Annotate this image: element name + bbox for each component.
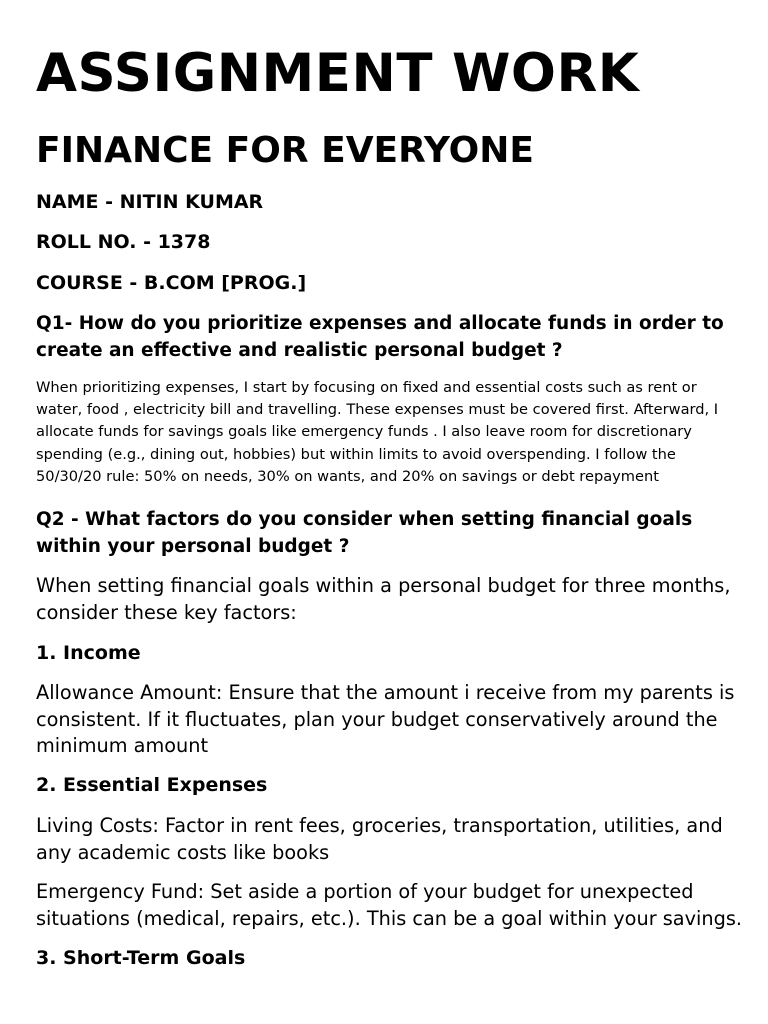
student-name: NAME - NITIN KUMAR bbox=[36, 191, 264, 213]
answer-1: When prioritizing expenses, I start by focusing on fixed and essential costs such as rent or water, food , electricity bill and travelling. These expenses must be covered first. Afterward, I allocate funds for savings goals like emergency funds . I also leave room for discretionary spending (e.g., dining out, hobbies) but within limits to avoid overspending. I follow the 50/30/20 rule: 50% on needs, 30% on wants, and 20% on savings or debt repayment bbox=[36, 379, 719, 485]
section-heading-income: 1. Income bbox=[36, 642, 141, 664]
question-2: Q2 - What factors do you consider when setting financial goals within your personal budget ? bbox=[36, 509, 693, 557]
income-paragraph: Allowance Amount: Ensure that the amount i receive from my parents is consistent. If it fluctuates, plan your budget conservatively around the minimum amount bbox=[36, 681, 735, 757]
emergency-fund-paragraph: Emergency Fund: Set aside a portion of your budget for unexpected situations (medical, repairs, etc.). This can be a goal within your savings. bbox=[36, 880, 743, 930]
living-costs-paragraph: Living Costs: Factor in rent fees, groceries, transportation, utilities, and any academic costs like books bbox=[36, 814, 723, 864]
section-heading-essential-expenses: 2. Essential Expenses bbox=[36, 774, 268, 796]
answer-2-intro: When setting financial goals within a personal budget for three months, consider these key factors: bbox=[36, 574, 731, 624]
section-heading-short-term-goals: 3. Short-Term Goals bbox=[36, 947, 246, 969]
document-title: ASSIGNMENT WORK bbox=[36, 43, 640, 104]
question-1: Q1- How do you prioritize expenses and allocate funds in order to create an effective and realistic personal budget ? bbox=[36, 313, 724, 361]
document-subtitle: FINANCE FOR EVERYONE bbox=[36, 130, 535, 171]
roll-number: ROLL NO. - 1378 bbox=[36, 231, 211, 253]
course: COURSE - B.COM [PROG.] bbox=[36, 272, 307, 294]
